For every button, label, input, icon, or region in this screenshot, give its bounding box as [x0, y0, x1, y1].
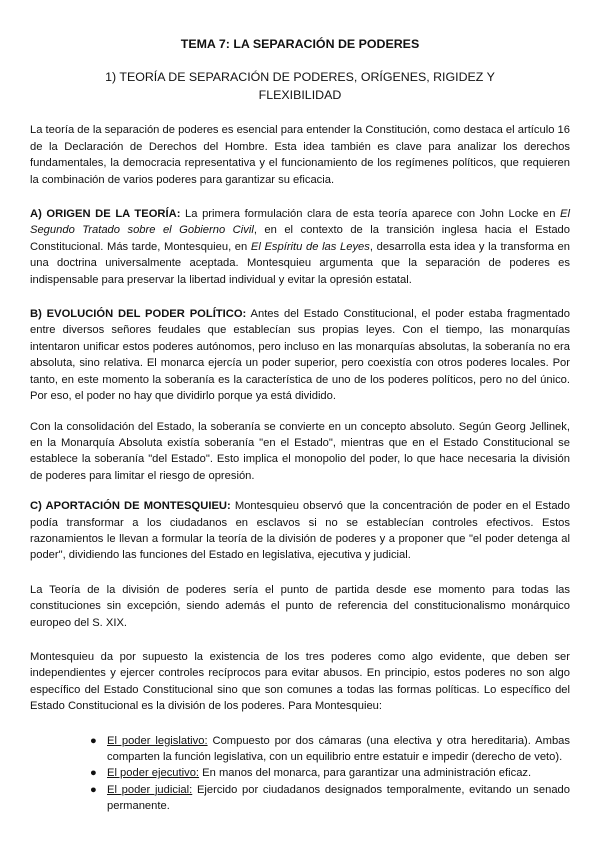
legislative-text: Compuesto por dos cámaras (una electiva y otra hereditaria). Ambas comparten la función legislativa, con un equilibrio entre estatuir e impedir (derecho de veto). — [107, 734, 570, 763]
section-a-text-1: La primera formulación clara de esta teoría aparece con John Locke en — [180, 208, 561, 221]
list-item-legislative — [90, 733, 570, 766]
section-a-text-3: , desarrolla esta idea y la transforma en una doctrina universalmente aceptada. Montesquieu argumenta que la separación de poderes es indispensable para preservar la libertad individual y evitar la opresión estatal. — [30, 240, 570, 286]
section-a-heading: A) ORIGEN DE LA TEORÍA: — [30, 208, 181, 221]
powers-list — [30, 733, 570, 815]
bullet-icon: ● — [90, 767, 97, 780]
section-b-paragraph — [30, 306, 570, 404]
judicial-label: El poder judicial: — [107, 783, 193, 796]
list-item-executive — [90, 765, 570, 781]
intro-paragraph: La teoría de la separación de poderes es esencial para entender la Constitución, como destaca el artículo 16 de la Declaración de Derechos del Hombre. Esta idea también es clave para analizar los derechos fundamentales, la democracia representativa y el funcionamiento de los regímenes políticos, que requieren la combinación de varios poderes para garantizar su eficacia. — [30, 124, 570, 186]
section-c-text-1: Montesquieu observó que la concentración de poder en el Estado podía transformar a los ciudadanos en esclavos si no se establecían controles efectivos. Estos razonamientos le llevan a formular la teoría de la división de poderes y a proponer que "el poder detenga al poder", dividiendo las funciones del Estado en legislativa, ejecutiva y judicial. — [30, 500, 570, 562]
judicial-text: Ejercido por ciudadanos designados temporalmente, evitando un senado permanente. — [107, 783, 570, 813]
legislative-label: El poder legislativo: — [107, 734, 208, 747]
executive-text: En manos del monarca, para garantizar una administración eficaz. — [199, 767, 532, 780]
section-c-paragraph — [30, 498, 570, 564]
section-a-text-2: , en el contexto de la transición inglesa hacia el Estado Constitucional. Más tarde, Montesquieu, en — [30, 224, 571, 253]
section-b-text-1: Antes del Estado Constitucional, el poder estaba fragmentado entre diversos señores feudales que establecían sus propias leyes. Con el tiempo, las monarquías intentaron unificar estos poderes autónomos, pero incluso en las monarquías absolutas, la soberanía no era absoluta, sino relativa. El monarca ejercía un poder superior, pero coexistía con otros poderes locales. Por tanto, en este momento la soberanía es la característica de uno de los poderes políticos, pero no del único. Por eso, el poder no hay que dividirlo porque ya está dividido. — [30, 308, 570, 403]
section-c-paragraph-3: Montesquieu da por supuesto la existencia de los tres poderes como algo evidente, que deben ser independientes y ejercer controles recíprocos para evitar abusos. En principio, estos poderes no son algo específico del Estado Constitucional sino que son comunes a todas las formas políticas. Lo específico del Estado Constitucional es la división de los poderes. Para Montesquieu: — [30, 650, 570, 713]
book-title-montesquieu: El Espíritu de las Leyes — [250, 240, 370, 253]
list-item-judicial — [90, 782, 570, 815]
book-title-locke: El Segundo Tratado sobre el Gobierno Civil — [30, 208, 570, 237]
executive-label: El poder ejecutivo: — [107, 767, 200, 780]
section-c-heading: C) APORTACIÓN DE MONTESQUIEU: — [30, 500, 231, 513]
section-b-heading: B) EVOLUCIÓN DEL PODER POLÍTICO: — [30, 308, 247, 321]
section-subtitle: 1) TEORÍA DE SEPARACIÓN DE PODERES, ORÍGENES, RIGIDEZ Y FLEXIBILIDAD — [105, 70, 495, 103]
bullet-icon: ● — [90, 783, 97, 796]
section-b-paragraph-2: Con la consolidación del Estado, la soberanía se convierte en un concepto absoluto. Según Georg Jellinek, en la Monarquía Absoluta existía soberanía "en el Estado", mientras que en el Estado Constitucional se establece la soberanía "del Estado". Esto implica el monopolio del poder, lo que hace necesaria la división de poderes para limitar el riesgo de opresión. — [30, 420, 570, 482]
bullet-icon: ● — [90, 734, 97, 747]
section-a-paragraph — [30, 206, 570, 288]
page-title: TEMA 7: LA SEPARACIÓN DE PODERES — [180, 37, 420, 51]
section-c-paragraph-2: La Teoría de la división de poderes sería el punto de partida desde ese momento para todas las constituciones sin excepción, siendo además el punto de referencia del constitucionalismo monárquico europeo del S. XIX. — [30, 583, 570, 629]
